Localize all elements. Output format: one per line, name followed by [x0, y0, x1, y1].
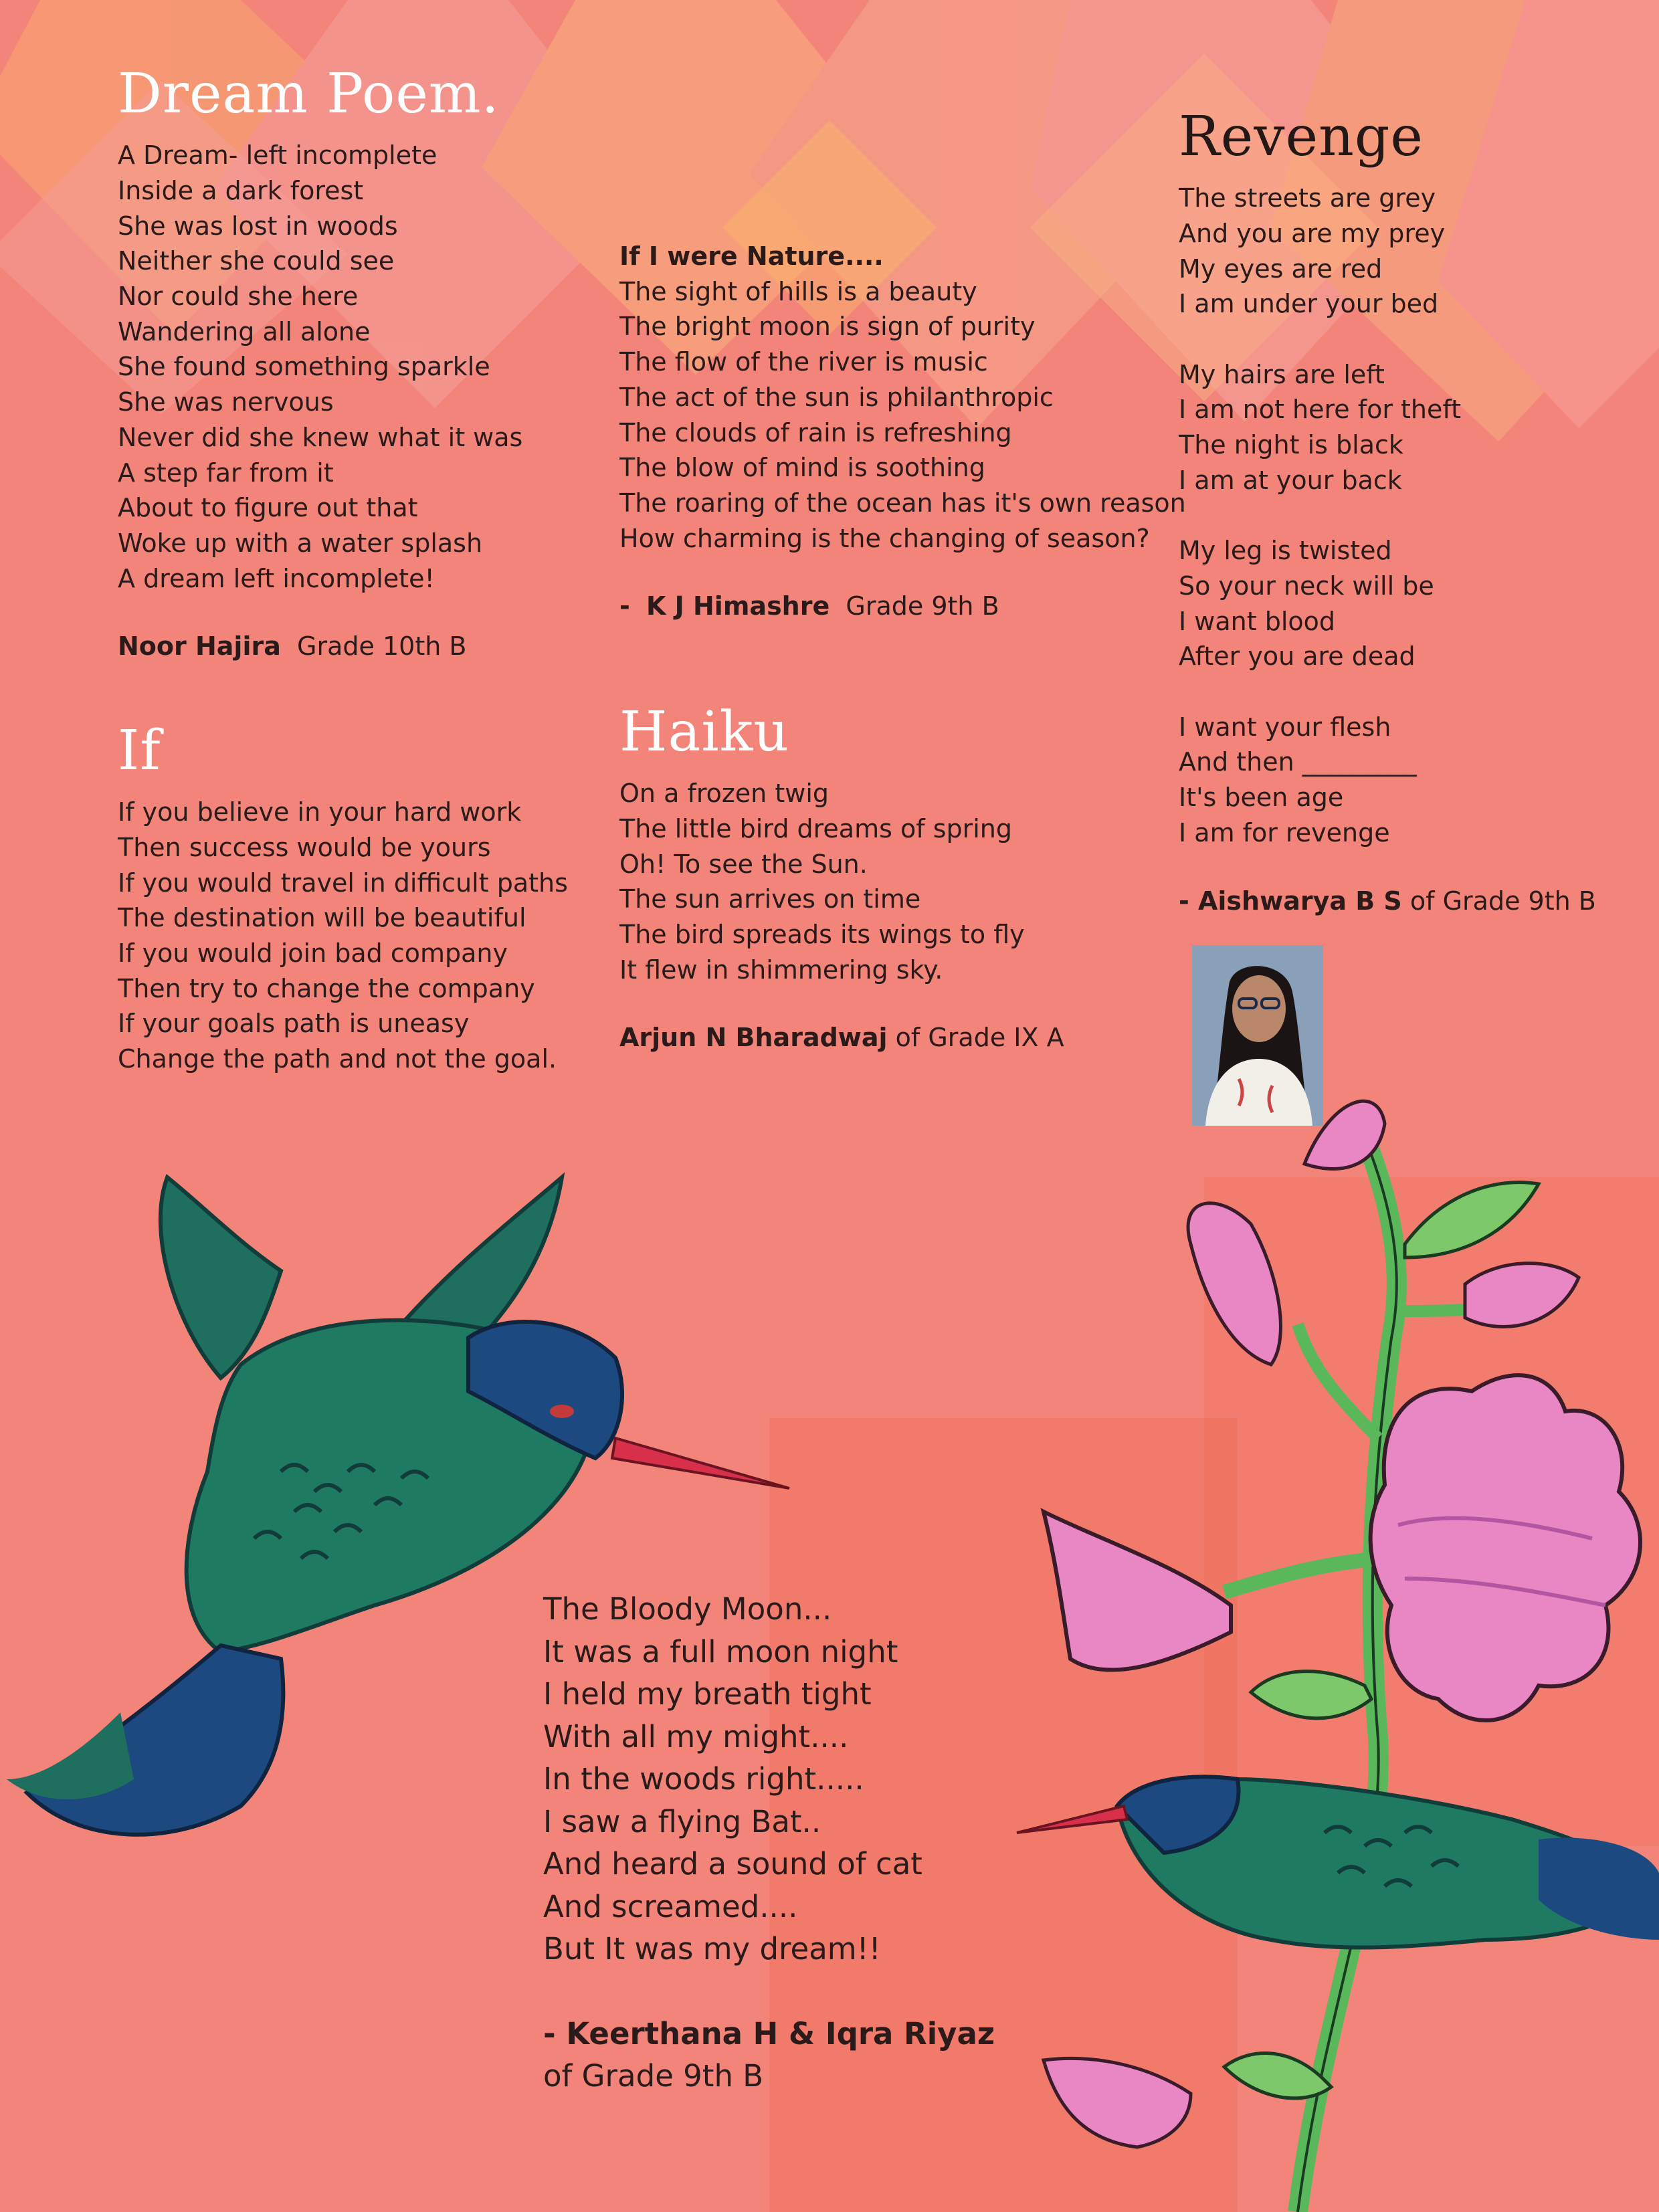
poem-line: I am at your back — [1179, 465, 1402, 495]
poem-line: My leg is twisted — [1179, 536, 1392, 566]
poem-line: It flew in shimmering sky. — [619, 954, 943, 985]
poem-line: I am under your bed — [1179, 289, 1439, 319]
poem-line: If you believe in your hard work — [118, 797, 522, 827]
poem-line: I want your flesh — [1179, 712, 1391, 742]
poem-line: Oh! To see the Sun. — [619, 849, 868, 879]
poem-nature — [619, 239, 1186, 621]
revenge-stanza-4 — [1179, 710, 1596, 851]
poem-line: I am not here for theft — [1179, 395, 1461, 425]
poem-line: If you would join bad company — [118, 938, 508, 968]
poem-line: The act of the sun is philanthropic — [619, 382, 1054, 412]
poem-haiku — [619, 702, 1064, 1052]
poem-dream-credit — [118, 631, 522, 661]
poem-haiku-title: Haiku — [619, 700, 790, 764]
poem-line: She found something sparkle — [118, 352, 490, 382]
poem-line: Neither she could see — [118, 246, 395, 276]
poem-moon-credit — [543, 2013, 995, 2098]
poem-line: About to figure out that — [118, 493, 418, 523]
poem-if-lines — [118, 795, 568, 1077]
poem-line: The bright moon is sign of purity — [619, 312, 1036, 342]
poem-line: If your goals path is uneasy — [118, 1009, 470, 1039]
poem-line: Nor could she here — [118, 282, 359, 311]
poem-line: Then try to change the company — [118, 973, 535, 1003]
poem-nature-title: If I were Nature.... — [619, 241, 884, 271]
poem-line: After you are dead — [1179, 641, 1416, 672]
poem-line: It's been age — [1179, 783, 1344, 813]
poem-line: And then _________ — [1179, 747, 1417, 777]
poem-dream — [118, 64, 522, 661]
poem-line: How charming is the changing of season? — [619, 523, 1150, 553]
poem-line: The destination will be beautiful — [118, 903, 526, 933]
poem-line: The streets are grey — [1179, 183, 1436, 213]
poem-line: The Bloody Moon... — [543, 1591, 832, 1627]
poem-dream-lines — [118, 138, 522, 596]
poem-haiku-author: Arjun N Bharadwaj — [619, 1023, 888, 1053]
poem-nature-prefix: - — [619, 591, 630, 621]
poem-line: And you are my prey — [1179, 218, 1446, 248]
poem-revenge-author: - Aishwarya B S — [1179, 886, 1402, 916]
poem-dream-title: Dream Poem. — [118, 62, 500, 126]
poem-haiku-lines — [619, 776, 1064, 987]
poem-moon — [543, 1588, 995, 2098]
poem-line: The bird spreads its wings to fly — [619, 920, 1025, 949]
revenge-stanza-3 — [1179, 533, 1596, 674]
poem-line: A step far from it — [118, 458, 334, 488]
poem-line: My eyes are red — [1179, 254, 1383, 284]
poem-line: So your neck will be — [1179, 571, 1434, 601]
poem-line: Then success would be yours — [118, 832, 491, 862]
poem-line: But It was my dream!! — [543, 1931, 881, 1967]
poem-line: The clouds of rain is refreshing — [619, 417, 1012, 447]
revenge-stanza-1 — [1179, 181, 1596, 322]
poem-revenge-lines — [1179, 181, 1596, 850]
poem-line: Inside a dark forest — [118, 175, 364, 205]
poem-nature-lines — [619, 274, 1186, 557]
poem-line: And heard a sound of cat — [543, 1846, 922, 1882]
poem-line: A dream left incomplete! — [118, 563, 435, 593]
poem-revenge — [1179, 107, 1596, 916]
revenge-stanza-2 — [1179, 357, 1596, 498]
poem-nature-grade: Grade 9th B — [846, 591, 999, 621]
poem-line: The sun arrives on time — [619, 884, 921, 914]
poem-moon-grade: of Grade 9th B — [543, 2058, 764, 2094]
poem-haiku-grade: of Grade IX A — [895, 1023, 1064, 1053]
poem-dream-author: Noor Hajira — [118, 631, 281, 662]
poem-line: Change the path and not the goal. — [118, 1044, 557, 1074]
poem-nature-author: K J Himashre — [646, 591, 830, 621]
poem-haiku-credit — [619, 1023, 1064, 1052]
poem-line: And screamed.... — [543, 1888, 798, 1924]
poem-line: Woke up with a water splash — [118, 528, 483, 558]
poem-revenge-title: Revenge — [1179, 105, 1424, 169]
poem-line: In the woods right..... — [543, 1761, 864, 1797]
poem-line: Never did she knew what it was — [118, 422, 523, 452]
poem-if — [118, 721, 568, 1077]
poem-line: I saw a flying Bat.. — [543, 1803, 821, 1839]
poem-line: Wandering all alone — [118, 316, 371, 346]
poem-line: The blow of mind is soothing — [619, 453, 985, 483]
poem-line: A Dream- left incomplete — [118, 140, 437, 171]
poem-line: With all my might.... — [543, 1718, 849, 1754]
poem-line: It was a full moon night — [543, 1633, 898, 1670]
poem-line: I held my breath tight — [543, 1676, 872, 1712]
author-photo — [1192, 945, 1323, 1126]
poem-line: The night is black — [1179, 430, 1403, 460]
poem-nature-credit — [619, 591, 1186, 621]
poem-if-title: If — [118, 719, 161, 783]
poem-dream-grade: Grade 10th B — [297, 631, 467, 662]
poem-moon-author: - Keerthana H & Iqra Riyaz — [543, 2015, 995, 2051]
poem-revenge-credit — [1179, 886, 1596, 916]
poem-line: The flow of the river is music — [619, 347, 988, 377]
poem-revenge-grade: of Grade 9th B — [1409, 886, 1596, 916]
poem-line: If you would travel in difficult paths — [118, 868, 568, 898]
poem-line: She was nervous — [118, 387, 334, 417]
poem-line: The sight of hills is a beauty — [619, 276, 977, 306]
poem-line: My hairs are left — [1179, 359, 1385, 389]
poem-line: I want blood — [1179, 606, 1336, 636]
poem-line: I am for revenge — [1179, 817, 1390, 847]
poem-line: The roaring of the ocean has it's own reason — [619, 488, 1186, 518]
poem-line: She was lost in woods — [118, 211, 398, 241]
poem-line: The little bird dreams of spring — [619, 813, 1012, 843]
poem-moon-lines — [543, 1588, 995, 1971]
poem-line: On a frozen twig — [619, 779, 829, 809]
